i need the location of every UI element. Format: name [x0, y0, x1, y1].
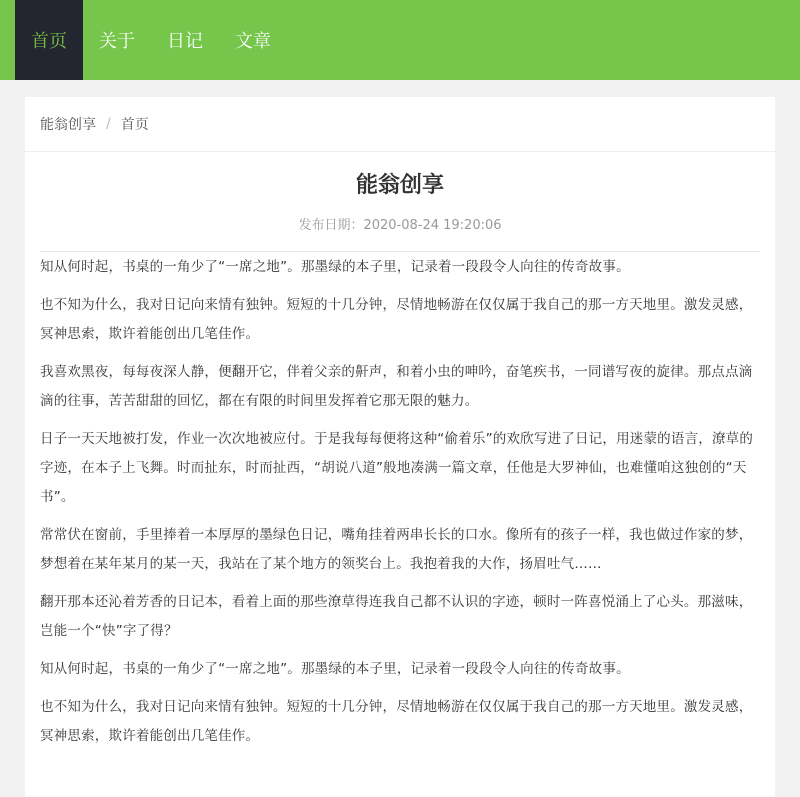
breadcrumb-current: 首页	[120, 117, 149, 133]
breadcrumb-separator: /	[106, 116, 111, 132]
paragraph: 我喜欢黑夜，每每夜深人静，便翻开它，伴着父亲的鼾声，和着小虫的呻吟，奋笔疾书，一同谱写夜的旋律。那点点滴滴的往事，苦苦甜甜的回忆，都在有限的时间里发挥着它那无限的魅力。	[40, 364, 753, 409]
paragraph: 日子一天天地被打发，作业一次次地被应付。于是我每每便将这种“偷着乐”的欢欣写进了日记，用迷蒙的语言，潦草的字迹，在本子上飞舞。时而扯东，时而扯西，“胡说八道”般地凑满一篇文章，任他是大罗神仙，也难懂咱这独创的“天书”。	[40, 431, 754, 505]
paragraph: 也不知为什么，我对日记向来情有独钟。短短的十几分钟，尽情地畅游在仅仅属于我自己的那一方天地里。激发灵感，冥神思索，欺许着能创出几笔佳作。	[40, 699, 753, 744]
paragraph: 常常伏在窗前，手里捧着一本厚厚的墨绿色日记，嘴角挂着两串长长的口水。像所有的孩子一样，我也做过作家的梦，梦想着在某年某月的某一天，我站在了某个地方的领奖台上。我抱着我的大作，扬眉吐气……	[40, 527, 753, 572]
nav-item-home[interactable]: 首页	[15, 0, 83, 80]
paragraph: 也不知为什么，我对日记向来情有独钟。短短的十几分钟，尽情地畅游在仅仅属于我自己的那一方天地里。激发灵感，冥神思索，欺许着能创出几笔佳作。	[40, 297, 753, 342]
article-title: 能翁创享	[355, 173, 444, 198]
article-content	[40, 253, 760, 751]
nav-item-about[interactable]: 关于	[99, 31, 135, 52]
publish-date: 发布日期：2020-08-24 19:20:06	[40, 214, 760, 252]
breadcrumb-home-link[interactable]: 能翁创享	[40, 117, 96, 133]
paragraph: 知从何时起，书桌的一角少了“一席之地”。那墨绿的本子里，记录着一段段令人向往的传奇故事。	[40, 661, 630, 677]
paragraph: 翻开那本还沁着芳香的日记本，看着上面的那些潦草得连我自己都不认识的字迹，顿时一阵喜悦涌上了心头。那滋味，岂能一个“快”字了得？	[40, 594, 753, 639]
article	[25, 170, 775, 751]
breadcrumb	[25, 97, 775, 152]
nav-item-articles[interactable]: 文章	[235, 31, 271, 52]
top-navbar	[0, 0, 800, 80]
article-card	[25, 97, 775, 797]
paragraph: 知从何时起，书桌的一角少了“一席之地”。那墨绿的本子里，记录着一段段令人向往的传奇故事。	[40, 259, 630, 275]
nav-item-diary[interactable]: 日记	[167, 31, 203, 52]
